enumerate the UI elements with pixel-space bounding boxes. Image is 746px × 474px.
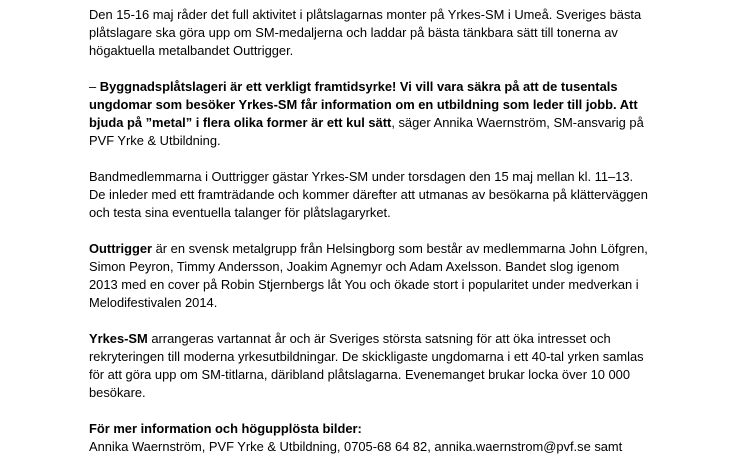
yrkes-sm-bold: Yrkes-SM	[89, 331, 148, 346]
outtrigger-paragraph	[89, 240, 649, 312]
outtrigger-text: är en svensk metalgrupp från Helsingborg som består av medlemmarna John Löfgren, Simon Peyron, Timmy Andersson, Joakim Agnemyr och Adam Axelsson. Bandet slog igenom 2013 med en cover på Robin Stjernbergs låt You och ökade stort i popularitet under medverkan i Melodifestivalen 2014.	[89, 241, 648, 310]
quote-attribution: , säger Annika Waernström, SM-ansvarig på PVF Yrke & Utbildning.	[89, 115, 644, 148]
contact-heading-text: För mer information och högupplösta bilder:	[89, 421, 362, 436]
quote-paragraph	[89, 78, 649, 150]
band-visit-paragraph: Bandmedlemmarna i Outtrigger gästar Yrkes-SM under torsdagen den 15 maj mellan kl. 11–13. De inleder med ett framträdande och kommer därefter att utmanas av besökarna på klätterväggen och testa sina eventuella talanger för plåtslagaryrket.	[89, 169, 648, 220]
contact-heading	[89, 420, 649, 438]
yrkes-sm-text: arrangeras vartannat år och är Sveriges största satsning för att öka intresset och rekryteringen till moderna yrkesutbildningar. De skickligaste ungdomarna i ett 40-tal yrken samlas för att göra upp om SM-titlarna, däribland plåtslagarna. Evenemanget brukar locka över 10 000 besökare.	[89, 331, 644, 400]
quote-dash: –	[89, 79, 100, 94]
quote-bold: Byggnadsplåtslageri är ett verkligt framtidsyrke! Vi vill vara säkra på att de tusentals ungdomar som besöker Yrkes-SM får information om en utbildning som leder till jobb. Att bjuda på ”metal” i flera olika former är ett kul sätt	[89, 79, 638, 130]
press-release-body	[89, 6, 649, 474]
intro-paragraph: Den 15-16 maj råder det full aktivitet i plåtslagarnas monter på Yrkes-SM i Umeå. Sveriges bästa plåtslagare ska göra upp om SM-medaljerna och laddar på bästa tänkbara sätt till tonerna av högaktuella metalbandet Outtrigger.	[89, 7, 642, 58]
outtrigger-bold: Outtrigger	[89, 241, 153, 256]
yrkes-sm-paragraph	[89, 330, 649, 402]
contact-line: Annika Waernström, PVF Yrke & Utbildning, 0705-68 64 82, annika.waernstrom@pvf.se samt	[89, 439, 623, 454]
